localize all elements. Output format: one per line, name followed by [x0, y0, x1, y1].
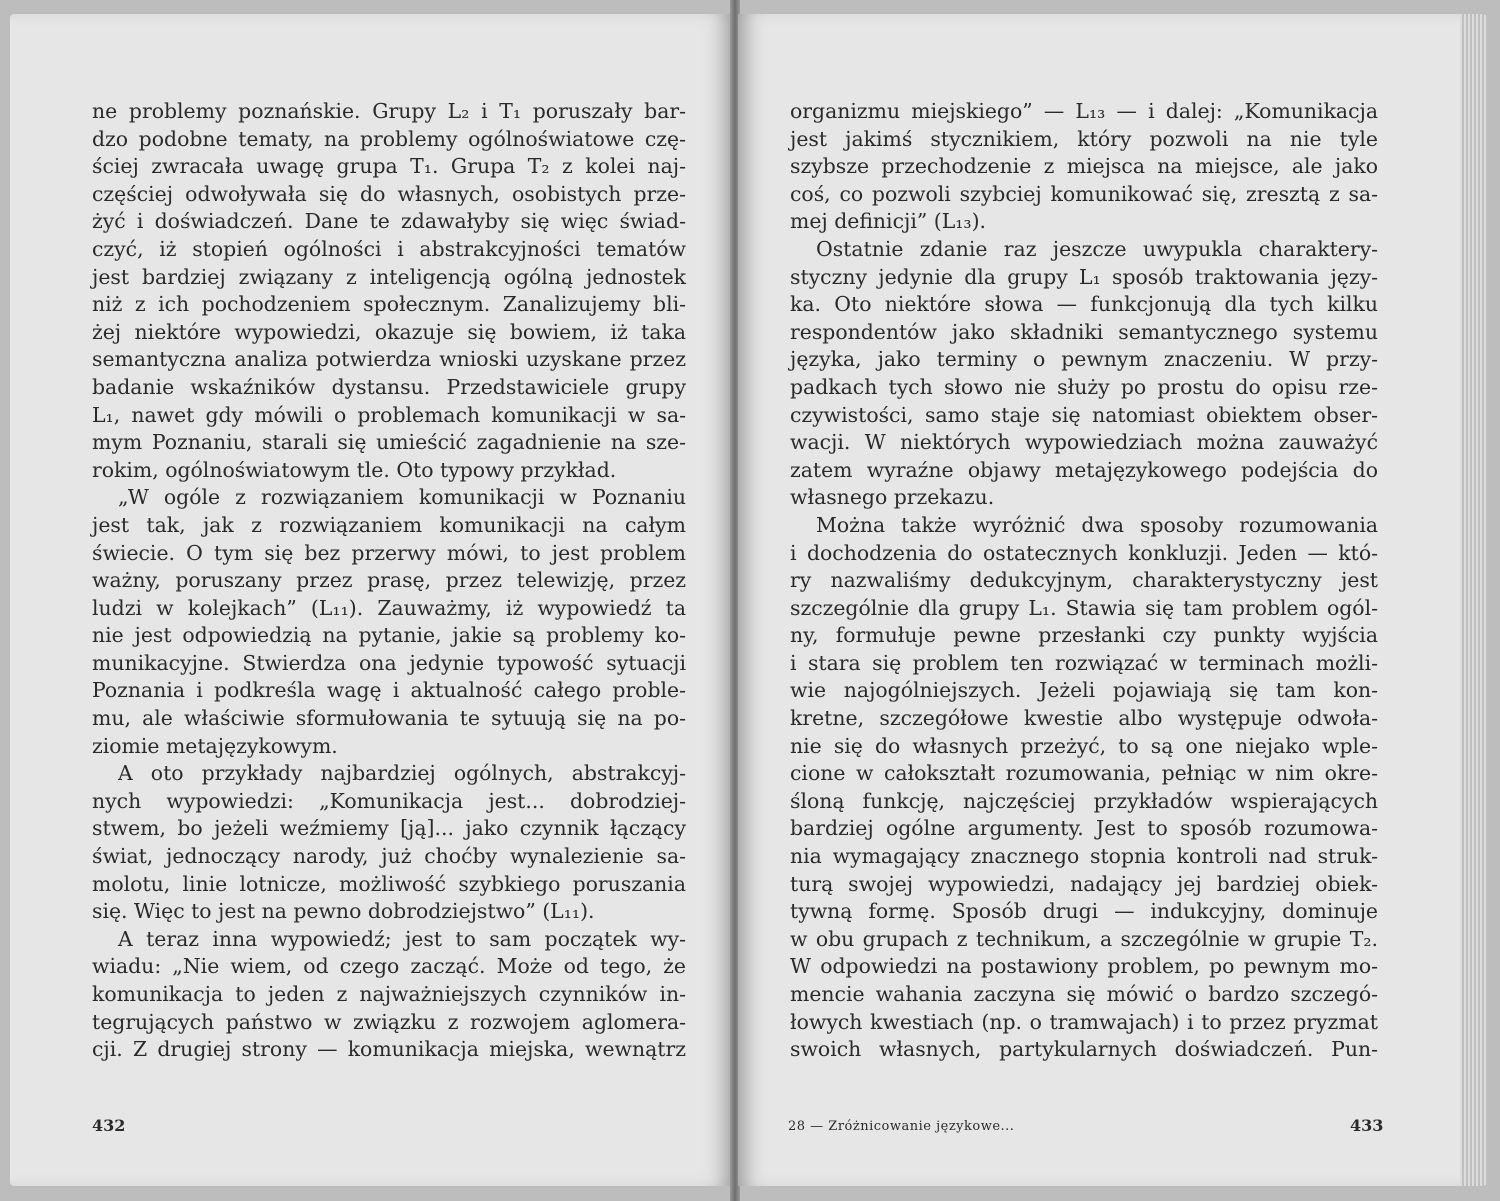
text-line: częściej odwoływała się do własnych, osobistych prze-	[92, 181, 686, 206]
text-line: szybsze przechodzenie z miejsca na miejsce, ale jako	[790, 154, 1378, 179]
text-line: L₁, nawet gdy mówili o problemach komunikacji w sa-	[92, 402, 686, 427]
signature-mark: 28 — Zróżnicowanie językowe...	[788, 1119, 1015, 1134]
text-line: czyć, iż stopień ogólności i abstrakcyjności tematów	[92, 236, 686, 261]
text-line: mym Poznaniu, starali się umieścić zagadnienie na sze-	[92, 430, 686, 455]
text-line: świat, jednoczący narody, już choćby wynalezienie sa-	[92, 844, 686, 869]
text-line: i dochodzenia do ostatecznych konkluzji. Jeden — któ-	[790, 540, 1378, 565]
text-line: „W ogóle z rozwiązaniem komunikacji w Poznaniu	[118, 485, 686, 510]
text-line: mu, ale właściwie sformułowania te sytuują się na po-	[92, 706, 686, 731]
page-edges	[1460, 14, 1488, 1186]
text-line: ziomie metajęzykowym.	[92, 733, 338, 758]
text-line: nie się do własnych przeżyć, to są one niejako wple-	[790, 733, 1378, 758]
left-page	[10, 14, 732, 1186]
text-line: zatem wyraźne objawy metajęzykowego podejścia do	[790, 457, 1378, 482]
text-line: nie jest odpowiedzią na pytanie, jakie są problemy ko-	[92, 623, 686, 648]
text-line: Ostatnie zdanie raz jeszcze uwypukla charaktery-	[816, 236, 1378, 261]
text-line: turą swojej wypowiedzi, nadający jej bardziej obiek-	[790, 871, 1378, 896]
text-line: wie najogólniejszych. Jeżeli pojawiają się tam kon-	[790, 678, 1378, 703]
text-line: Poznania i podkreśla wagę i aktualność całego proble-	[92, 678, 686, 703]
text-line: ka. Oto niektóre słowa — funkcjonują dla tych kilku	[790, 292, 1378, 317]
text-line: języka, jako terminy o pewnym znaczeniu. W przy-	[790, 347, 1378, 372]
text-line: ry nazwaliśmy dedukcyjnym, charakterystyczny jest	[790, 568, 1378, 593]
text-line: semantyczna analiza potwierdza wnioski uzyskane przez	[92, 347, 686, 372]
text-line: bardziej ogólne argumenty. Jest to sposób rozumowa-	[790, 816, 1378, 841]
text-line: cione w całokształt rozumowania, pełniąc w nim okre-	[790, 761, 1378, 786]
text-line: jest tak, jak z rozwiązaniem komunikacji na całym	[92, 512, 686, 537]
text-line: respondentów jako składniki semantycznego systemu	[790, 319, 1378, 344]
text-line: Można także wyróżnić dwa sposoby rozumowania	[816, 512, 1378, 537]
text-line: ściej zwracała uwagę grupa T₁. Grupa T₂ z kolei naj-	[92, 154, 686, 179]
text-line: żyć i doświadczeń. Dane te zdawałyby się więc świad-	[92, 209, 686, 234]
text-line: mencie wahania zaczyna się mówić o bardzo szczegó-	[790, 982, 1378, 1006]
text-line: żej niektóre wypowiedzi, okazuje się bowiem, iż taka	[92, 319, 686, 344]
text-line: śloną funkcję, najczęściej przykładów wspierających	[790, 788, 1378, 813]
text-line: niż z ich pochodzeniem społecznym. Zanalizujemy bli-	[92, 292, 686, 317]
text-line: rokim, ogólnoświatowym tle. Oto typowy przykład.	[92, 457, 617, 482]
text-line: stwem, bo jeżeli weźmiemy [ją]... jako czynnik łączący	[92, 816, 686, 841]
text-line: tywną formę. Sposób drugi — indukcyjny, dominuje	[790, 899, 1378, 924]
text-line: się. Więc to jest na pewno dobrodziejstwo” (L₁₁).	[92, 899, 595, 924]
right-page	[738, 14, 1460, 1186]
text-line: nia wymagający znacznego stopnia kontroli nad struk-	[790, 844, 1378, 869]
text-line: świecie. O tym się bez przerwy mówi, to jest problem	[92, 540, 686, 565]
text-line: organizmu miejskiego” — L₁₃ — i dalej: „Komunikacja	[790, 99, 1378, 123]
text-line: munikacyjne. Stwierdza ona jedynie typowość sytuacji	[92, 650, 686, 675]
text-line: A teraz inna wypowiedź; jest to sam początek wy-	[118, 926, 686, 951]
text-line: A oto przykłady najbardziej ogólnych, abstrakcyj-	[118, 761, 686, 786]
text-line: mej definicji” (L₁₃).	[790, 209, 987, 234]
text-line: padkach tych słowo nie służy po prostu do opisu rze-	[790, 374, 1378, 399]
text-line: i stara się problem ten rozwiązać w terminach możli-	[790, 650, 1378, 675]
text-line: kretne, szczegółowe kwestie albo występuje odwoła-	[790, 706, 1378, 731]
right-page-number: 433	[1350, 1116, 1384, 1135]
text-line: w obu grupach z technikum, a szczególnie w grupie T₂.	[790, 926, 1378, 951]
text-line: ważny, poruszany przez prasę, przez telewizję, przez	[92, 568, 686, 593]
text-line: łowych kwestiach (np. o tramwajach) i to przez pryzmat	[790, 1009, 1378, 1034]
text-line: coś, co pozwoli szybciej komunikować się, zresztą z sa-	[790, 181, 1378, 206]
text-line: własnego przekazu.	[790, 485, 995, 510]
text-line: komunikacja to jeden z najważniejszych czynników in-	[92, 982, 686, 1006]
left-page-number: 432	[92, 1116, 126, 1135]
text-line: czywistości, samo staje się natomiast obiektem obser-	[790, 402, 1378, 427]
text-line: swoich własnych, partykularnych doświadczeń. Pun-	[790, 1037, 1378, 1062]
text-line: wiadu: „Nie wiem, od czego zacząć. Może od tego, że	[92, 954, 686, 979]
text-line: styczny jedynie dla grupy L₁ sposób traktowania języ-	[790, 264, 1378, 289]
text-line: ne problemy poznańskie. Grupy L₂ i T₁ poruszały bar-	[92, 99, 686, 123]
text-line: badanie wskaźników dystansu. Przedstawiciele grupy	[92, 374, 686, 399]
text-line: jest jakimś stycznikiem, który pozwoli na nie tyle	[790, 126, 1378, 151]
text-line: wacji. W niektórych wypowiedziach można zauważyć	[790, 430, 1378, 455]
text-line: ludzi w kolejkach” (L₁₁). Zauważmy, iż wypowiedź ta	[92, 595, 686, 620]
right-page-body	[790, 98, 1378, 1064]
left-page-body	[92, 98, 686, 1064]
text-line: tegrujących państwo w związku z rozwojem aglomera-	[92, 1009, 686, 1034]
text-line: molotu, linie lotnicze, możliwość szybkiego poruszania	[92, 871, 686, 896]
text-line: W odpowiedzi na postawiony problem, po pewnym mo-	[790, 954, 1378, 979]
text-line: dzo podobne tematy, na problemy ogólnoświatowe czę-	[92, 126, 686, 151]
text-line: nych wypowiedzi: „Komunikacja jest... dobrodziej-	[92, 788, 686, 813]
text-line: szczególnie dla grupy L₁. Stawia się tam problem ogól-	[790, 595, 1378, 620]
text-line: cji. Z drugiej strony — komunikacja miejska, wewnątrz	[92, 1037, 686, 1062]
text-line: jest bardziej związany z inteligencją ogólną jednostek	[92, 264, 686, 289]
text-line: ny, formułuje pewne przesłanki czy punkty wyjścia	[790, 623, 1378, 648]
